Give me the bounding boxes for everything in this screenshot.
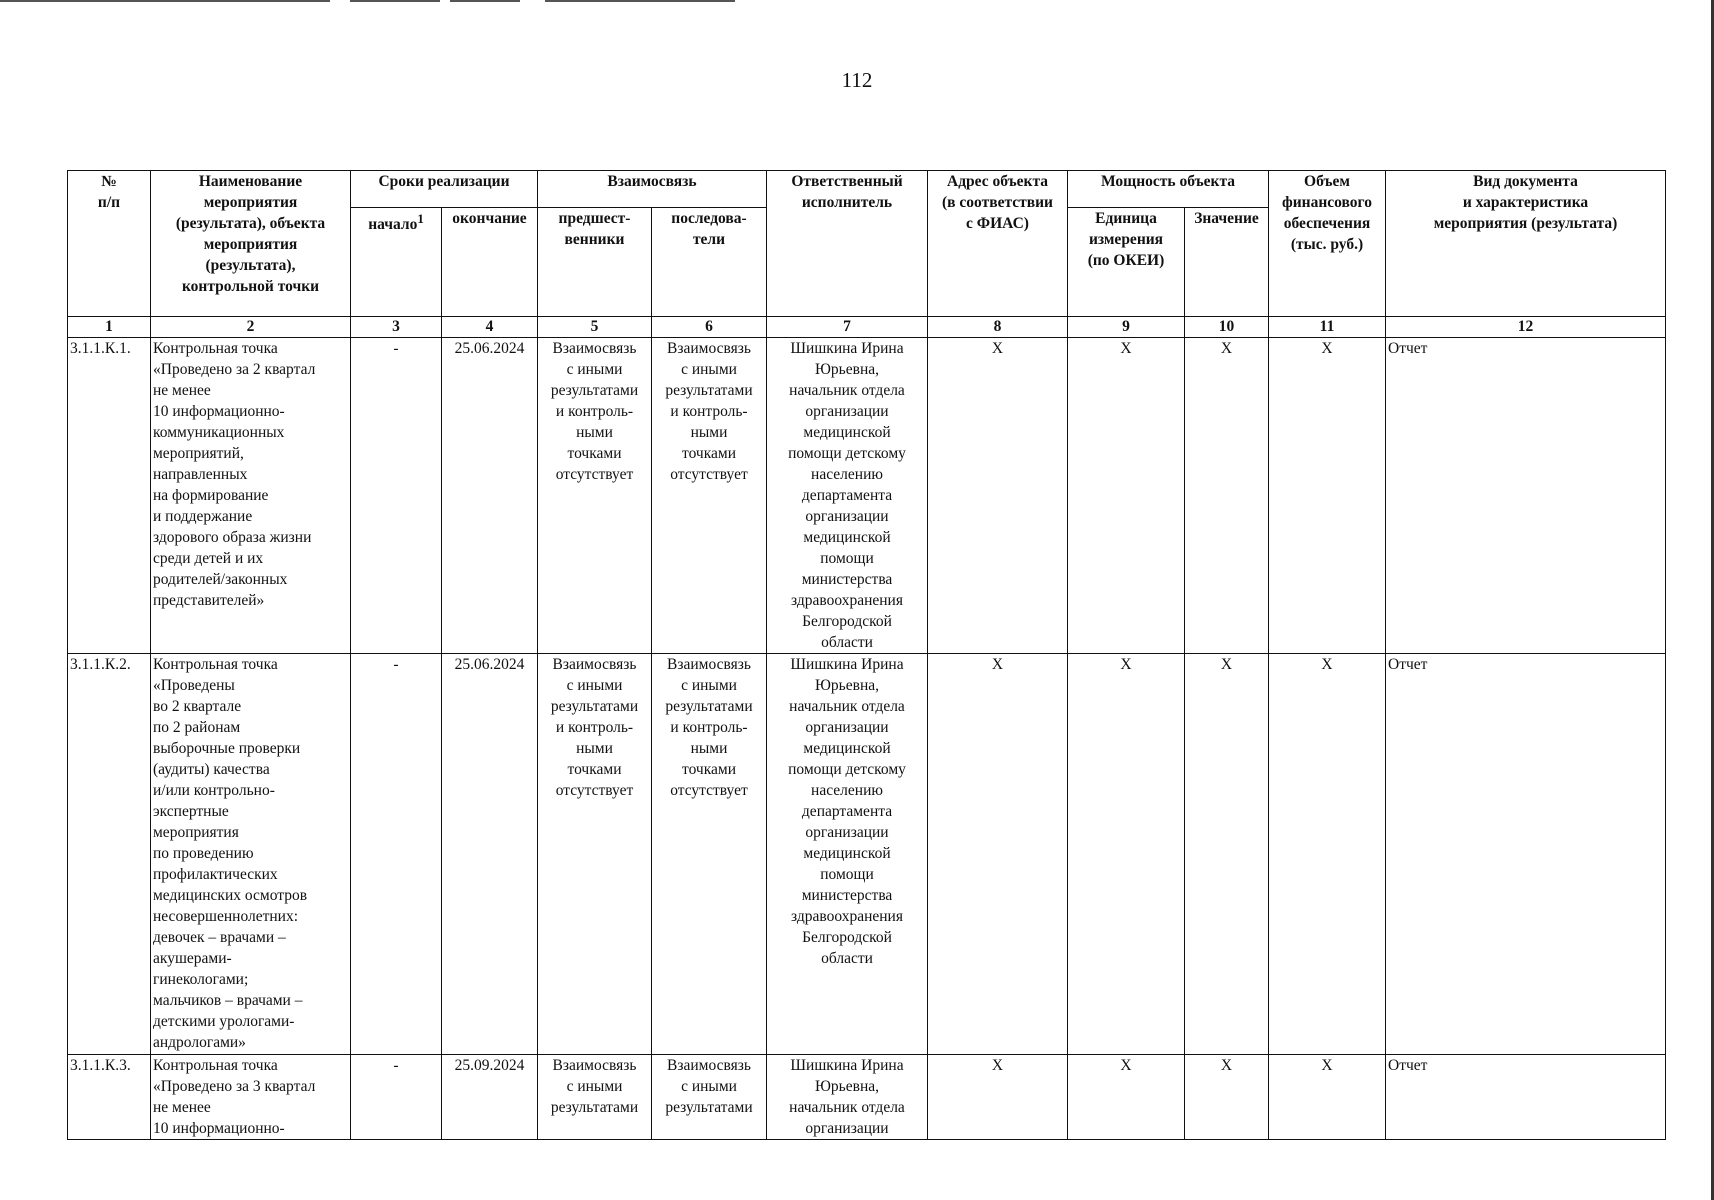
header-num: № п/п bbox=[68, 171, 151, 317]
row-id: 3.1.1.К.1. bbox=[68, 338, 151, 654]
row-name: Контрольная точка «Проведено за 3 квартал не менее 10 информационно- bbox=[151, 1055, 351, 1140]
header-start: начало$^1$ bbox=[351, 208, 442, 317]
row-document: Отчет bbox=[1386, 654, 1666, 1055]
row-responsible: Шишкина Ирина Юрьевна, начальник отдела организации медицинской помощи детскому населению департамента организации медицинской помощи министерства здравоохранения Белгородской области bbox=[767, 338, 928, 654]
header-finance: Объем финансового обеспечения (тыс. руб.) bbox=[1269, 171, 1386, 317]
column-number: 4 bbox=[442, 317, 538, 338]
row-start: - bbox=[351, 654, 442, 1055]
header-name: Наименование мероприятия (результата), объекта мероприятия (результата), контрольной точки bbox=[151, 171, 351, 317]
row-start: - bbox=[351, 338, 442, 654]
column-number: 5 bbox=[538, 317, 652, 338]
row-value: Х bbox=[1185, 1055, 1269, 1140]
header-responsible: Ответственный исполнитель bbox=[767, 171, 928, 317]
row-successors: Взаимосвязь с иными результатами и контроль- ными точками отсутствует bbox=[652, 654, 767, 1055]
column-numbers-row bbox=[68, 317, 1666, 338]
row-successors: Взаимосвязь с иными результатами и контроль- ными точками отсутствует bbox=[652, 338, 767, 654]
header-document: Вид документа и характеристика мероприятия (результата) bbox=[1386, 171, 1666, 317]
header-unit: Единица измерения (по ОКЕИ) bbox=[1068, 208, 1185, 317]
column-number: 8 bbox=[928, 317, 1068, 338]
plan-table bbox=[67, 170, 1666, 1140]
column-number: 9 bbox=[1068, 317, 1185, 338]
row-responsible: Шишкина Ирина Юрьевна, начальник отдела организации медицинской помощи детскому населению департамента организации медицинской помощи министерства здравоохранения Белгородской области bbox=[767, 654, 928, 1055]
row-predecessors: Взаимосвязь с иными результатами и контроль- ными точками отсутствует bbox=[538, 654, 652, 1055]
scan-mark bbox=[545, 0, 735, 2]
table-row bbox=[68, 654, 1666, 1055]
row-id: 3.1.1.К.3. bbox=[68, 1055, 151, 1140]
row-id: 3.1.1.К.2. bbox=[68, 654, 151, 1055]
column-number: 11 bbox=[1269, 317, 1386, 338]
column-number: 7 bbox=[767, 317, 928, 338]
scan-mark bbox=[0, 0, 330, 2]
row-address: Х bbox=[928, 1055, 1068, 1140]
row-end: 25.06.2024 bbox=[442, 654, 538, 1055]
column-number: 2 bbox=[151, 317, 351, 338]
column-number: 6 bbox=[652, 317, 767, 338]
row-unit: Х bbox=[1068, 654, 1185, 1055]
header-predecessors: предшест- венники bbox=[538, 208, 652, 317]
row-finance: Х bbox=[1269, 338, 1386, 654]
row-name: Контрольная точка «Проведено за 2 квартал не менее 10 информационно- коммуникационных мероприятий, направленных на формирование и поддержание здорового образа жизни среди детей и их родителей/законных представителей» bbox=[151, 338, 351, 654]
row-unit: Х bbox=[1068, 338, 1185, 654]
row-predecessors: Взаимосвязь с иными результатами и контроль- ными точками отсутствует bbox=[538, 338, 652, 654]
row-document: Отчет bbox=[1386, 1055, 1666, 1140]
scan-mark bbox=[450, 0, 520, 2]
column-number: 10 bbox=[1185, 317, 1269, 338]
row-value: Х bbox=[1185, 654, 1269, 1055]
row-end: 25.09.2024 bbox=[442, 1055, 538, 1140]
footnote-mark: 1 bbox=[417, 211, 424, 227]
table-row bbox=[68, 1055, 1666, 1140]
scan-top-edge bbox=[0, 0, 1714, 3]
header-successors: последова- тели bbox=[652, 208, 767, 317]
header-row-top bbox=[68, 171, 1666, 208]
row-responsible: Шишкина Ирина Юрьевна, начальник отдела организации bbox=[767, 1055, 928, 1140]
column-number: 12 bbox=[1386, 317, 1666, 338]
row-address: Х bbox=[928, 338, 1068, 654]
row-unit: Х bbox=[1068, 1055, 1185, 1140]
row-address: Х bbox=[928, 654, 1068, 1055]
header-end: окончание bbox=[442, 208, 538, 317]
header-value: Значение bbox=[1185, 208, 1269, 317]
page-number: 112 bbox=[841, 68, 873, 92]
header-power: Мощность объекта bbox=[1068, 171, 1269, 208]
column-number: 1 bbox=[68, 317, 151, 338]
header-link: Взаимосвязь bbox=[538, 171, 767, 208]
table-row bbox=[68, 338, 1666, 654]
scan-mark bbox=[350, 0, 440, 2]
row-value: Х bbox=[1185, 338, 1269, 654]
row-end: 25.06.2024 bbox=[442, 338, 538, 654]
row-start: - bbox=[351, 1055, 442, 1140]
row-predecessors: Взаимосвязь с иными результатами bbox=[538, 1055, 652, 1140]
row-successors: Взаимосвязь с иными результатами bbox=[652, 1055, 767, 1140]
row-finance: Х bbox=[1269, 1055, 1386, 1140]
header-terms: Сроки реализации bbox=[351, 171, 538, 208]
header-address: Адрес объекта (в соответствии с ФИАС) bbox=[928, 171, 1068, 317]
column-number: 3 bbox=[351, 317, 442, 338]
row-name: Контрольная точка «Проведены во 2 квартале по 2 районам выборочные проверки (аудиты) качества и/или контрольно- экспертные мероприятия по проведению профилактических медицинских осмотров несовершеннолетних: девочек – врачами – акушерами- гинекологами; мальчиков – врачами – детскими урологами- андрологами» bbox=[151, 654, 351, 1055]
row-finance: Х bbox=[1269, 654, 1386, 1055]
row-document: Отчет bbox=[1386, 338, 1666, 654]
